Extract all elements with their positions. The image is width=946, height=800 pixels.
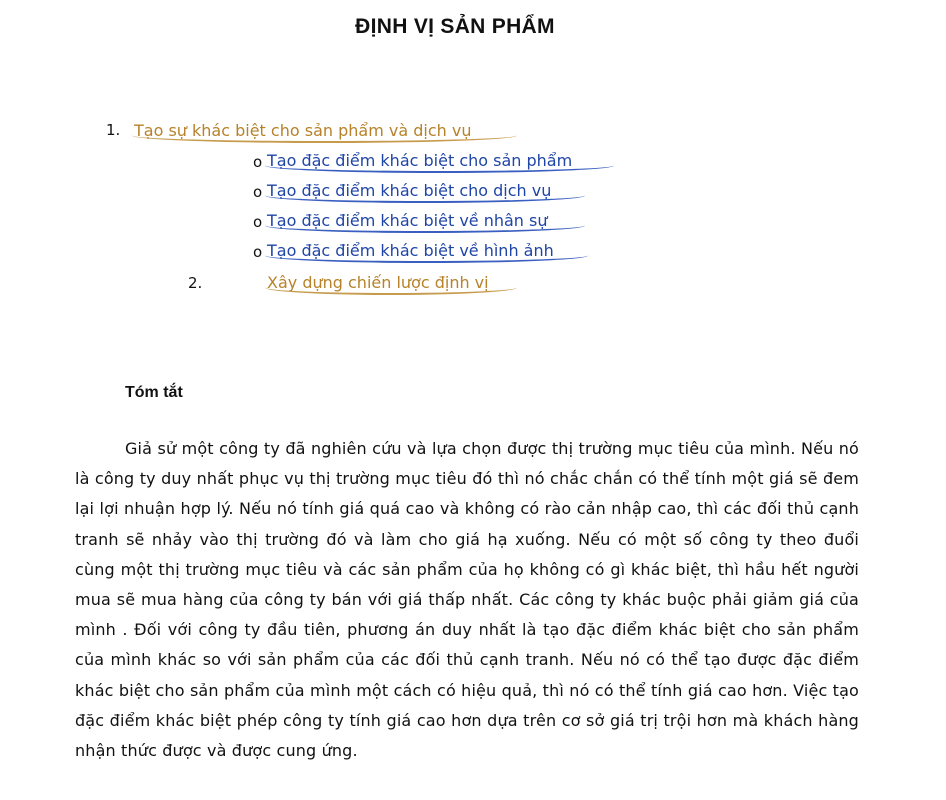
sub-bullet-1: o <box>253 153 263 171</box>
sub-link-image[interactable]: Tạo đặc điểm khác biệt về hình ảnh <box>267 241 554 260</box>
sub-link-personnel[interactable]: Tạo đặc điểm khác biệt về nhân sự <box>267 211 548 230</box>
outline-link-2[interactable]: Xây dựng chiến lược định vị <box>267 273 489 292</box>
sub-bullet-2: o <box>253 183 263 201</box>
sub-bullet-4: o <box>253 243 263 261</box>
summary-paragraph: Giả sử một công ty đã nghiên cứu và lựa chọn được thị trường mục tiêu của mình. Nếu nó là công ty duy nhất phục vụ thị trường mục tiêu đó thì nó chắc chắn có thể tính một giá sẽ đem lại lợi nhuận hợp lý. Nếu nó tính giá quá cao và không có rào cản nhập cao, thì các đối thủ cạnh tranh sẽ nhảy vào thị trường đó và làm cho giá hạ xuống. Nếu có một số công ty theo đuổi cùng một thị trường mục tiêu và các sản phẩm của họ không có gì khác biệt, thì hầu hết người mua sẽ mua hàng của công ty bán với giá thấp nhất. Các công ty khác buộc phải giảm giá của mình . Đối với công ty đầu tiên, phương án duy nhất là tạo đặc điểm khác biệt cho sản phẩm của mình khác so với sản phẩm của các đối thủ cạnh tranh. Nếu nó có thể tạo được đặc điểm khác biệt cho sản phẩm của mình một cách có hiệu quả, thì nó có thể tính giá cao hơn. Việc tạo đặc điểm khác biệt phép công ty tính giá cao hơn dựa trên cơ sở giá trị trội hơn mà khách hàng nhận thức được và được cung ứng. <box>75 439 859 761</box>
outline-number-2: 2. <box>188 274 203 292</box>
document-title: ĐỊNH VỊ SẢN PHẨM <box>355 15 555 38</box>
summary-heading: Tóm tắt <box>125 384 183 401</box>
sub-bullet-3: o <box>253 213 263 231</box>
sub-link-service[interactable]: Tạo đặc điểm khác biệt cho dịch vụ <box>267 181 552 200</box>
sub-link-product[interactable]: Tạo đặc điểm khác biệt cho sản phẩm <box>267 151 573 170</box>
outline-number-1: 1. <box>106 121 121 139</box>
outline-link-1[interactable]: Tạo sự khác biệt cho sản phẩm và dịch vụ <box>134 121 472 140</box>
